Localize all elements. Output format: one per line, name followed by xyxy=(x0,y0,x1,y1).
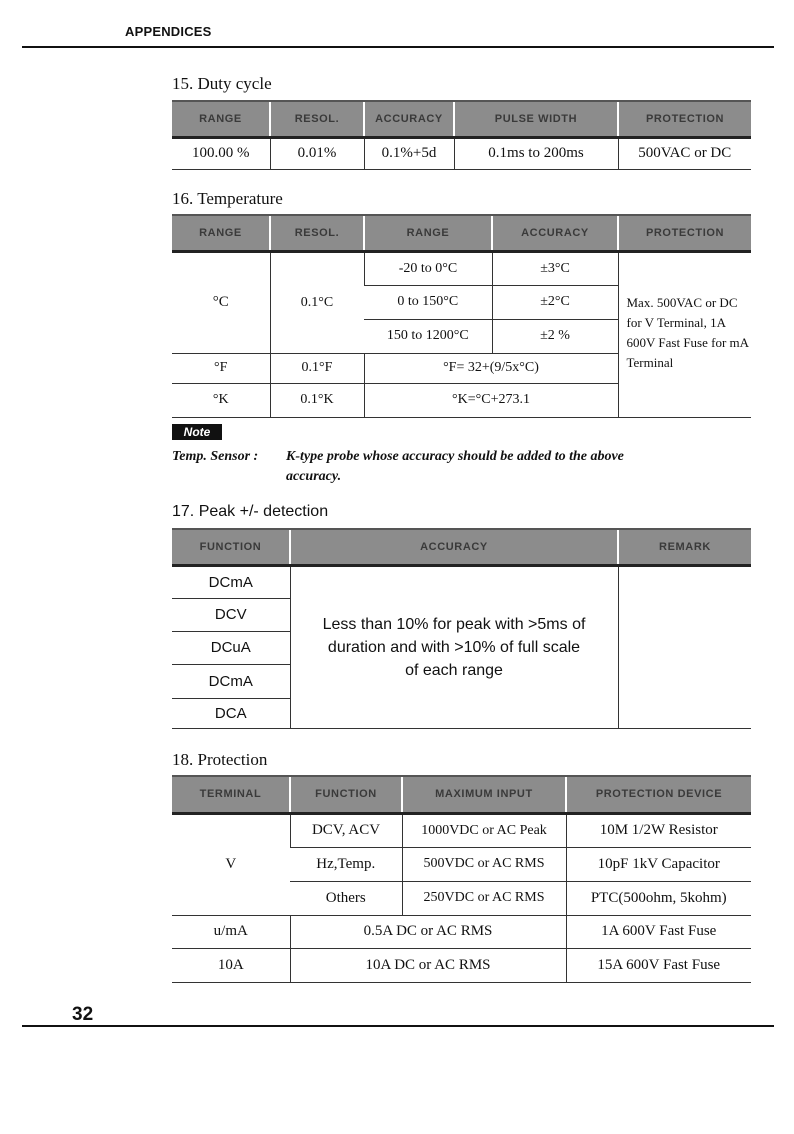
header-accuracy: ACCURACY xyxy=(290,529,618,565)
kelvin-unit: °K xyxy=(172,383,270,417)
header-accuracy: ACCURACY xyxy=(364,101,454,137)
protection-device: PTC(500ohm, 5kohm) xyxy=(566,881,751,915)
kelvin-formula: °K=°C+273.1 xyxy=(364,383,618,417)
protection-max-input: 250VDC or AC RMS xyxy=(402,881,566,915)
v-terminal: V xyxy=(172,813,290,915)
table-row xyxy=(172,948,751,982)
protection-max-input: 1000VDC or AC Peak xyxy=(402,813,566,847)
uma-terminal: u/mA xyxy=(172,915,290,948)
header-remark: REMARK xyxy=(618,529,751,565)
footer-rule xyxy=(22,1025,774,1027)
table-row xyxy=(172,915,751,948)
celsius-range: -20 to 0°C xyxy=(364,251,492,285)
fahrenheit-formula: °F= 32+(9/5x°C) xyxy=(364,353,618,383)
celsius-range: 150 to 1200°C xyxy=(364,319,492,353)
header-protection: PROTECTION xyxy=(618,101,751,137)
protection-function: Hz,Temp. xyxy=(290,847,402,881)
fahrenheit-resolution: 0.1°F xyxy=(270,353,364,383)
celsius-resolution: 0.1°C xyxy=(270,251,364,353)
note-text xyxy=(172,447,732,487)
duty-resolution: 0.01% xyxy=(270,137,364,169)
note-badge: Note xyxy=(172,424,222,440)
celsius-accuracy: ±3°C xyxy=(492,251,618,285)
peak-remark xyxy=(618,565,751,728)
table-row xyxy=(172,251,751,285)
header-range-2: RANGE xyxy=(364,215,492,251)
table-row xyxy=(172,565,751,598)
peak-function: DCmA xyxy=(172,565,290,598)
protection-table xyxy=(172,775,751,983)
note-body-line2: accuracy. xyxy=(286,469,342,484)
peak-function: DCmA xyxy=(172,664,290,698)
duty-pulse-width: 0.1ms to 200ms xyxy=(454,137,618,169)
header-accuracy: ACCURACY xyxy=(492,215,618,251)
fahrenheit-unit: °F xyxy=(172,353,270,383)
peak-function: DCV xyxy=(172,598,290,631)
peak-function: DCuA xyxy=(172,631,290,664)
note-body-line1: K-type probe whose accuracy should be added to the above xyxy=(286,449,624,464)
header-range: RANGE xyxy=(172,101,270,137)
protection-device: 10pF 1kV Capacitor xyxy=(566,847,751,881)
table-row xyxy=(172,813,751,847)
section-title-temperature: 16. Temperature xyxy=(172,189,283,208)
header-pulse-width: PULSE WIDTH xyxy=(454,101,618,137)
section-title-peak-detection: 17. Peak +/- detection xyxy=(172,503,329,520)
section-title-duty-cycle: 15. Duty cycle xyxy=(172,74,272,93)
duty-range: 100.00 % xyxy=(172,137,270,169)
header-range: RANGE xyxy=(172,215,270,251)
10a-protection-device: 15A 600V Fast Fuse xyxy=(566,948,751,982)
note-label: Temp. Sensor : xyxy=(172,449,259,464)
peak-function: DCA xyxy=(172,698,290,728)
peak-accuracy: Less than 10% for peak with >5ms of duration and with >10% of full scale of each range xyxy=(290,565,618,728)
duty-cycle-table xyxy=(172,100,751,170)
section-title-protection: 18. Protection xyxy=(172,750,268,769)
temperature-protection: Max. 500VAC or DC for V Terminal, 1A 600V Fast Fuse for mA Terminal xyxy=(618,251,751,417)
protection-max-input: 500VDC or AC RMS xyxy=(402,847,566,881)
header-function: FUNCTION xyxy=(172,529,290,565)
protection-function: Others xyxy=(290,881,402,915)
header-terminal: TERMINAL xyxy=(172,776,290,813)
header-maximum-input: MAXIMUM INPUT xyxy=(402,776,566,813)
10a-terminal: 10A xyxy=(172,948,290,982)
10a-max-input: 10A DC or AC RMS xyxy=(290,948,566,982)
page-header-title: APPENDICES xyxy=(125,24,212,39)
celsius-accuracy: ±2 % xyxy=(492,319,618,353)
header-function: FUNCTION xyxy=(290,776,402,813)
peak-detection-table xyxy=(172,528,751,729)
uma-protection-device: 1A 600V Fast Fuse xyxy=(566,915,751,948)
protection-device: 10M 1/2W Resistor xyxy=(566,813,751,847)
temperature-table xyxy=(172,214,751,418)
kelvin-resolution: 0.1°K xyxy=(270,383,364,417)
uma-max-input: 0.5A DC or AC RMS xyxy=(290,915,566,948)
duty-accuracy: 0.1%+5d xyxy=(364,137,454,169)
header-rule xyxy=(22,46,774,48)
header-protection: PROTECTION xyxy=(618,215,751,251)
header-resolution: RESOL. xyxy=(270,215,364,251)
header-resolution: RESOL. xyxy=(270,101,364,137)
page-number: 32 xyxy=(72,1004,94,1025)
table-row xyxy=(172,137,751,169)
celsius-accuracy: ±2°C xyxy=(492,285,618,319)
duty-protection: 500VAC or DC xyxy=(618,137,751,169)
protection-function: DCV, ACV xyxy=(290,813,402,847)
celsius-range: 0 to 150°C xyxy=(364,285,492,319)
celsius-unit: °C xyxy=(172,251,270,353)
header-protection-device: PROTECTION DEVICE xyxy=(566,776,751,813)
